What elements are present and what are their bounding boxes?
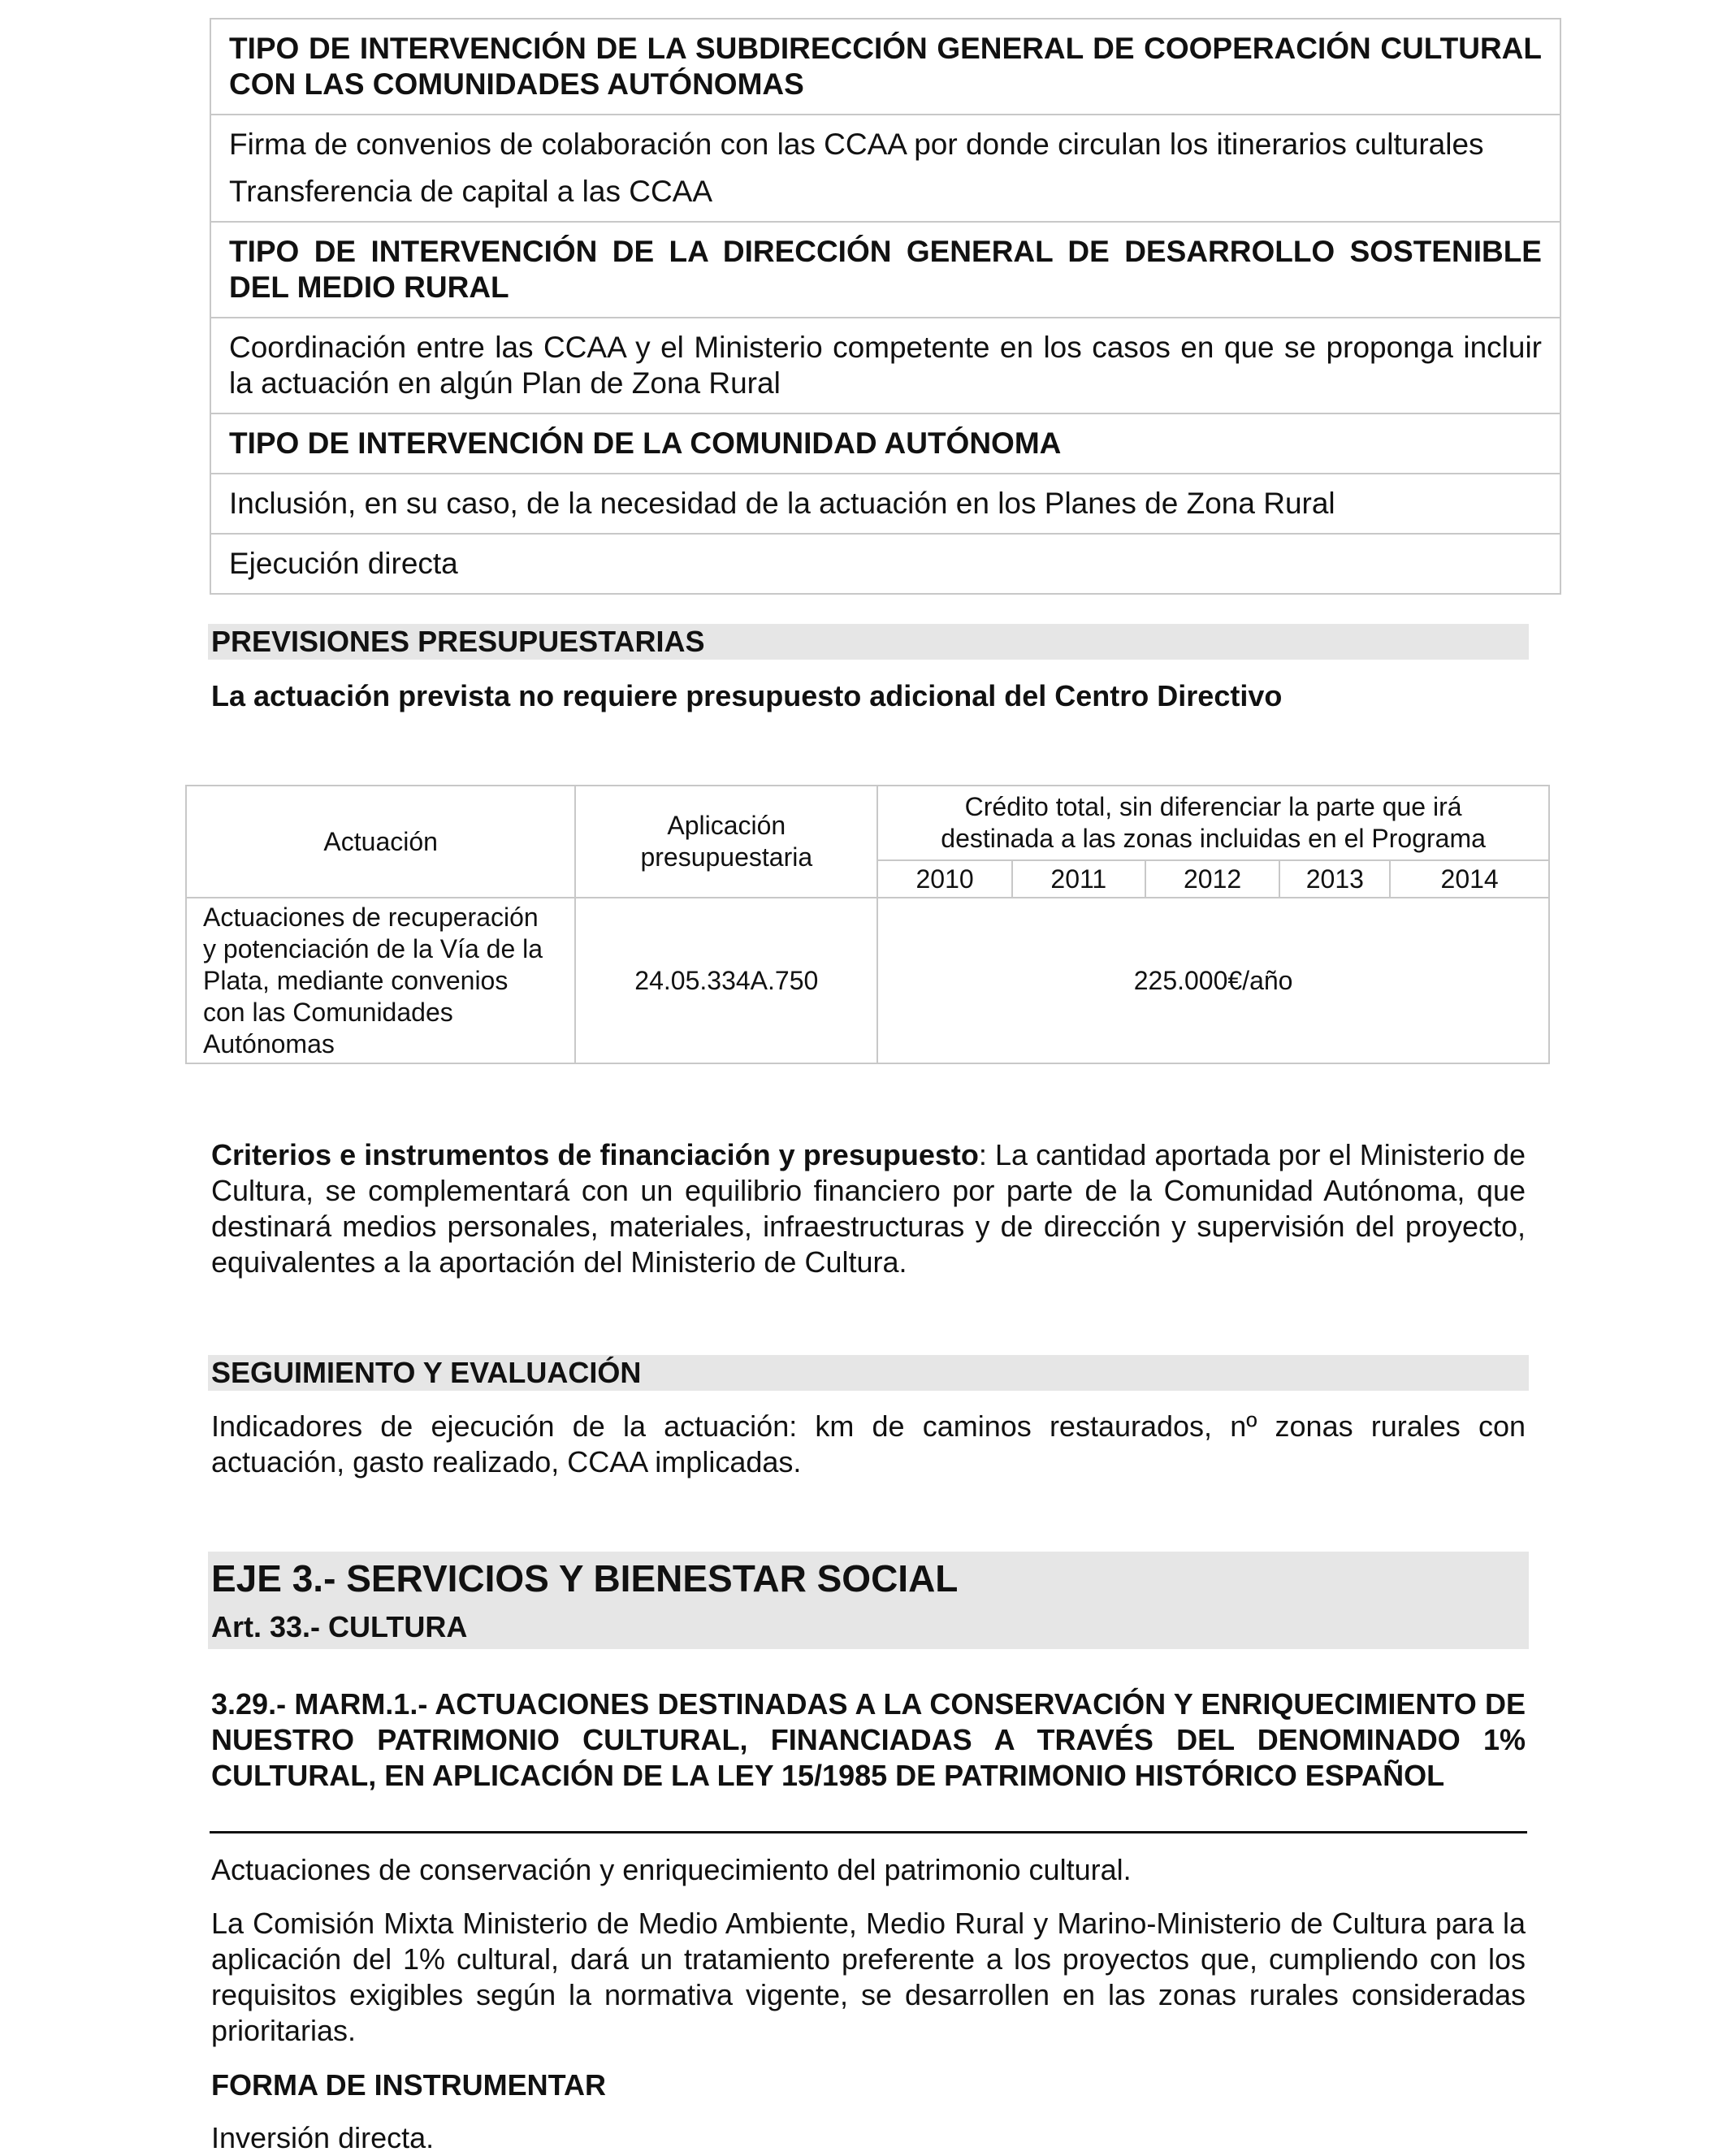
criterios-label: Criterios e instrumentos de financiación y presupuesto <box>211 1138 979 1171</box>
forma-heading: FORMA DE INSTRUMENTAR <box>211 2068 606 2102</box>
eje-subtitle: Art. 33.- CULTURA <box>211 1610 468 1643</box>
eje-banner <box>208 1552 1529 1649</box>
header-credito: Crédito total, sin diferenciar la parte que irá destinada a las zonas incluidas en el Programa <box>877 786 1549 860</box>
cell-credito: 225.000€/año <box>877 898 1549 1063</box>
year-cell: 2011 <box>1012 860 1145 898</box>
intervention-text <box>211 533 1560 593</box>
intervention-text <box>211 114 1560 221</box>
eje-title: EJE 3.- SERVICIOS Y BIENESTAR SOCIAL <box>211 1557 959 1600</box>
intervention-line: Inclusión, en su caso, de la necesidad de la actuación en los Planes de Zona Rural <box>229 487 1335 520</box>
section-paragraph-1: Actuaciones de conservación y enriquecimiento del patrimonio cultural. <box>211 1853 1132 1886</box>
section-title: 3.29.- MARM.1.- ACTUACIONES DESTINADAS A LA CONSERVACIÓN Y ENRIQUECIMIENTO DE NUESTRO PATRIMONIO CULTURAL, FINANCIADAS A TRAVÉS DEL DENOMINADO 1% CULTURAL, EN APLICACIÓN DE LA LEY 15/1985 DE PATRIMONIO HISTÓRICO ESPAÑOL <box>211 1687 1526 1792</box>
intervention-heading <box>211 221 1560 317</box>
forma-text: Inversión directa. <box>211 2121 435 2154</box>
intervention-heading-text: TIPO DE INTERVENCIÓN DE LA SUBDIRECCIÓN GENERAL DE COOPERACIÓN CULTURAL CON LAS COMUNIDADES AUTÓNOMAS <box>229 32 1542 101</box>
previsiones-heading: PREVISIONES PRESUPUESTARIAS <box>208 624 1529 660</box>
intervention-heading-text: TIPO DE INTERVENCIÓN DE LA DIRECCIÓN GENERAL DE DESARROLLO SOSTENIBLE DEL MEDIO RURAL <box>229 235 1542 304</box>
year-cell: 2010 <box>877 860 1012 898</box>
intervention-table <box>210 18 1561 595</box>
header-actuacion: Actuación <box>186 786 575 898</box>
budget-table <box>185 785 1550 1064</box>
year-cell: 2012 <box>1145 860 1280 898</box>
intervention-heading-text: TIPO DE INTERVENCIÓN DE LA COMUNIDAD AUTÓNOMA <box>229 426 1062 460</box>
section-paragraph-2: La Comisión Mixta Ministerio de Medio Ambiente, Medio Rural y Marino-Ministerio de Cultura para la aplicación del 1% cultural, dará un tratamiento preferente a los proyectos que, cumpliendo con los requisitos exigibles según la normativa vigente, se desarrollen en las zonas rurales consideradas prioritarias. <box>211 1907 1526 2047</box>
header-aplicacion: Aplicación presupuestaria <box>575 786 877 898</box>
seguimiento-heading: SEGUIMIENTO Y EVALUACIÓN <box>208 1355 1529 1391</box>
intervention-line: Ejecución directa <box>229 547 458 580</box>
cell-aplicacion: 24.05.334A.750 <box>575 898 877 1063</box>
intervention-heading <box>211 19 1560 114</box>
seguimiento-text: Indicadores de ejecución de la actuación: km de caminos restaurados, nº zonas rurales con actuación, gasto realizado, CCAA implicadas. <box>211 1409 1526 1478</box>
section-divider <box>210 1831 1527 1833</box>
intervention-line: Transferencia de capital a las CCAA <box>229 175 713 208</box>
intervention-line: Firma de convenios de colaboración con las CCAA por donde circulan los itinerarios culturales <box>229 128 1484 161</box>
year-cell: 2013 <box>1279 860 1390 898</box>
intervention-line: Coordinación entre las CCAA y el Ministerio competente en los casos en que se proponga incluir la actuación en algún Plan de Zona Rural <box>229 331 1542 400</box>
intervention-text <box>211 473 1560 533</box>
previsiones-note: La actuación prevista no requiere presupuesto adicional del Centro Directivo <box>211 679 1283 712</box>
criterios-paragraph <box>211 1137 1526 1280</box>
cell-actuacion: Actuaciones de recuperación y potenciación de la Vía de la Plata, mediante convenios con las Comunidades Autónomas <box>186 898 575 1063</box>
intervention-text <box>211 317 1560 413</box>
year-cell: 2014 <box>1390 860 1549 898</box>
criterios-text: : La cantidad aportada por el Ministerio de Cultura, se complementará con un equilibrio financiero por parte de la Comunidad Autónoma, que destinará medios personales, materiales, infraestructuras y de dirección y supervisión del proyecto, equivalentes a la aportación del Ministerio de Cultura. <box>211 1138 1526 1279</box>
intervention-heading <box>211 413 1560 473</box>
